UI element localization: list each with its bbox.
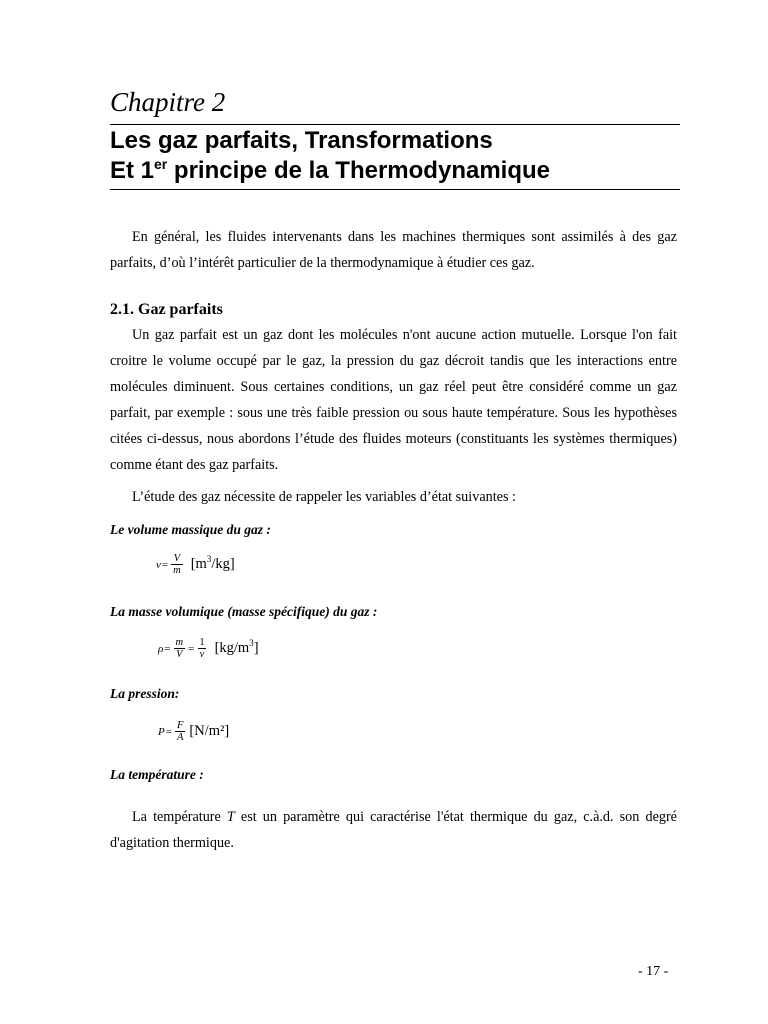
fraction-denominator: A bbox=[176, 732, 184, 743]
formula-equals: = bbox=[165, 725, 172, 738]
formula-equals: = bbox=[164, 642, 171, 655]
formula-fraction-1 bbox=[174, 637, 186, 660]
page-number: - 17 - bbox=[638, 964, 669, 979]
title-top-rule bbox=[110, 124, 680, 125]
masse-volumique-heading: La masse volumique (masse spécifique) du gaz : bbox=[110, 604, 378, 619]
temperature-heading: La température : bbox=[110, 767, 204, 782]
formula-lhs: P bbox=[158, 725, 165, 738]
formula-fraction bbox=[171, 553, 183, 576]
formula-lhs: ρ bbox=[158, 642, 164, 655]
formula-unit: $[kg/m^3]$ bbox=[214, 638, 259, 656]
title-bottom-rule bbox=[110, 189, 680, 190]
title-line2-rest: principe de la Thermodynamique bbox=[167, 157, 550, 184]
title-line2-prefix: Et 1 bbox=[110, 157, 155, 184]
chapter-title-line1: Les gaz parfaits, Transformations bbox=[110, 127, 493, 154]
fraction-denominator: v bbox=[199, 649, 205, 660]
formula-equals-2: = bbox=[188, 642, 195, 655]
gaz-parfaits-paragraph: Un gaz parfait est un gaz dont les molécules n'ont aucune action mutuelle. Lorsque l'on fait croitre le volume occupé par le gaz, la pression du gaz décroit tandis que les interactions entre molécules diminuent. Sous certaines conditions, un gaz réel peut être considéré comme un gaz parfait, par exemple : sous une très faible pression ou sous haute température. Sous les hypothèses citées ci-dessus, nous abordons l’étude des fluides moteurs (constituants les systèmes thermiques) comme étant des gaz parfaits. bbox=[110, 327, 677, 473]
formula-fraction-2 bbox=[197, 637, 206, 660]
masse-volumique-formula bbox=[158, 637, 259, 660]
temperature-symbol: T bbox=[226, 809, 235, 825]
fraction-denominator: V bbox=[176, 649, 183, 660]
chapter-title-line2 bbox=[110, 156, 680, 186]
chapter-title bbox=[110, 126, 680, 186]
formula-fraction bbox=[175, 720, 185, 743]
volume-massique-heading: Le volume massique du gaz : bbox=[110, 522, 271, 537]
volume-massique-formula bbox=[156, 553, 235, 576]
fraction-denominator: m bbox=[173, 565, 181, 576]
title-line2-superscript: er bbox=[154, 156, 168, 172]
variables-intro-paragraph: L’étude des gaz nécessite de rappeler les variables d’état suivantes : bbox=[132, 489, 516, 505]
formula-lhs: v bbox=[156, 558, 161, 571]
chapter-label: Chapitre 2 bbox=[110, 87, 226, 117]
fraction-numerator: F bbox=[176, 720, 184, 731]
fraction-numerator: m bbox=[175, 637, 184, 648]
pression-formula bbox=[158, 720, 229, 743]
temperature-paragraph: La température T est un paramètre qui caractérise l'état thermique du gaz, c.à.d. son degré d'agitation thermique. bbox=[110, 809, 677, 851]
fraction-numerator: 1 bbox=[199, 637, 205, 648]
formula-equals: = bbox=[161, 558, 169, 571]
pression-heading: La pression: bbox=[110, 686, 180, 701]
formula-unit: [N/m²] bbox=[189, 723, 230, 739]
formula-unit: $[m^3/kg]$ bbox=[190, 554, 235, 572]
fraction-numerator: V bbox=[173, 553, 181, 564]
section-heading-2-1: 2.1. Gaz parfaits bbox=[110, 301, 223, 318]
intro-paragraph: En général, les fluides intervenants dans les machines thermiques sont assimilés à des gaz parfaits, d’où l’intérêt particulier de la thermodynamique à étudier ces gaz. bbox=[110, 229, 677, 271]
